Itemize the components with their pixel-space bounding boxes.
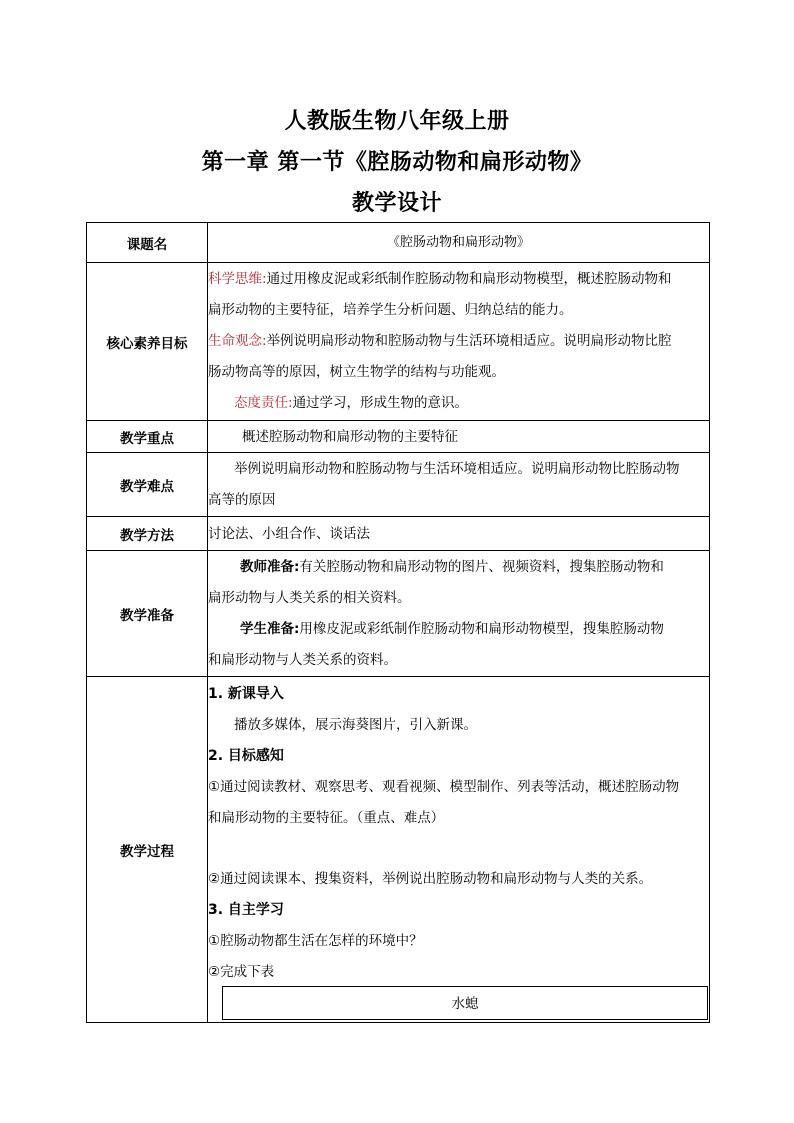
goal-life-text-a: 举例说明扁形动物和腔肠动物与生活环境相适应。说明扁形动物比腔 [266,333,672,349]
prep-student-label: 学生准备: [240,620,300,637]
row-method [87,517,710,551]
goal-attitude-line [208,388,709,419]
process-gap [208,834,709,864]
prep-teacher-line2: 扁形动物与人类关系的相关资料。 [208,589,411,606]
prep-student-line1 [208,614,709,645]
process-s1-text: 播放多媒体，展示海葵图片，引入新课。 [234,717,477,733]
label-topic: 课题名 [87,223,208,263]
goal-science-line2: 扁形动物的主要特征，培养学生分析问题、归纳总结的能力。 [208,302,573,318]
row-prep [87,551,710,677]
process-s1-title: 1. 新课导入 [208,686,284,702]
row-topic [87,223,710,263]
process-s3-title: 3. 自主学习 [208,902,284,918]
doc-title-line2: 第一章 第一节《腔肠动物和扁形动物》 [201,150,593,175]
goal-science-label: 科学思维: [208,271,267,287]
lesson-plan-table [86,222,710,1023]
value-method: 讨论法、小组合作、谈话法 [208,517,710,551]
value-topic: 《腔肠动物和扁形动物》 [208,223,710,263]
inner-table-header: 水螅 [222,986,708,1020]
doc-title-line3: 教学设计 [351,191,442,216]
label-goals: 核心素养目标 [87,263,208,421]
prep-teacher-label: 教师准备: [240,558,300,575]
goal-attitude-text: 通过学习，形成生物的意识。 [292,395,469,411]
difficulty-line2: 高等的原因 [208,491,276,508]
row-process [87,677,710,1023]
prep-student-line2: 和扁形动物与人类关系的资料。 [208,651,397,668]
row-goals [87,263,710,421]
goal-life-label: 生命观念: [208,333,267,349]
doc-title-line1: 人教版生物八年级上册 [284,109,510,134]
goal-attitude-label: 态度责任: [234,395,293,411]
label-process: 教学过程 [87,677,208,1023]
prep-teacher-line1 [208,552,709,583]
goal-science-text-a: 通过用橡皮泥或彩纸制作腔肠动物和扁形动物模型，概述腔肠动物和 [266,271,672,287]
value-difficulty [208,453,710,517]
process-s3-item1: ①腔肠动物都生活在怎样的环境中？ [208,933,423,949]
difficulty-line1: 举例说明扁形动物和腔肠动物与生活环境相适应。说明扁形动物比腔肠动物 [234,460,680,477]
label-difficulty: 教学难点 [87,453,208,517]
row-key-point [87,421,710,453]
process-s2-title: 2. 目标感知 [208,748,284,764]
goal-science-line1 [208,264,709,295]
goal-life-line1 [208,326,709,357]
value-prep [208,551,710,677]
value-process [208,677,710,1023]
prep-student-text-a: 用橡皮泥或彩纸制作腔肠动物和扁形动物模型，搜集腔肠动物 [299,620,664,637]
label-method: 教学方法 [87,517,208,551]
prep-teacher-text-a: 有关腔肠动物和扁形动物的图片、视频资料，搜集腔肠动物和 [299,558,664,575]
goal-life-line2: 肠动物高等的原因，树立生物学的结构与功能观。 [208,364,505,380]
label-prep: 教学准备 [87,551,208,677]
row-difficulty [87,453,710,517]
process-s2-item2: ②通过阅读课本、搜集资料，举例说出腔肠动物和扁形动物与人类的关系。 [208,871,653,887]
value-goals [208,263,710,421]
value-key-point: 概述腔肠动物和扁形动物的主要特征 [208,421,710,453]
process-s2-item1-line2: 和扁形动物的主要特征。（重点、难点） [208,810,445,826]
process-s2-item1-line1: ①通过阅读教材、观察思考、观看视频、模型制作、列表等活动，概述腔肠动物 [208,779,680,795]
process-s3-item2: ②完成下表 [208,964,275,980]
label-key-point: 教学重点 [87,421,208,453]
